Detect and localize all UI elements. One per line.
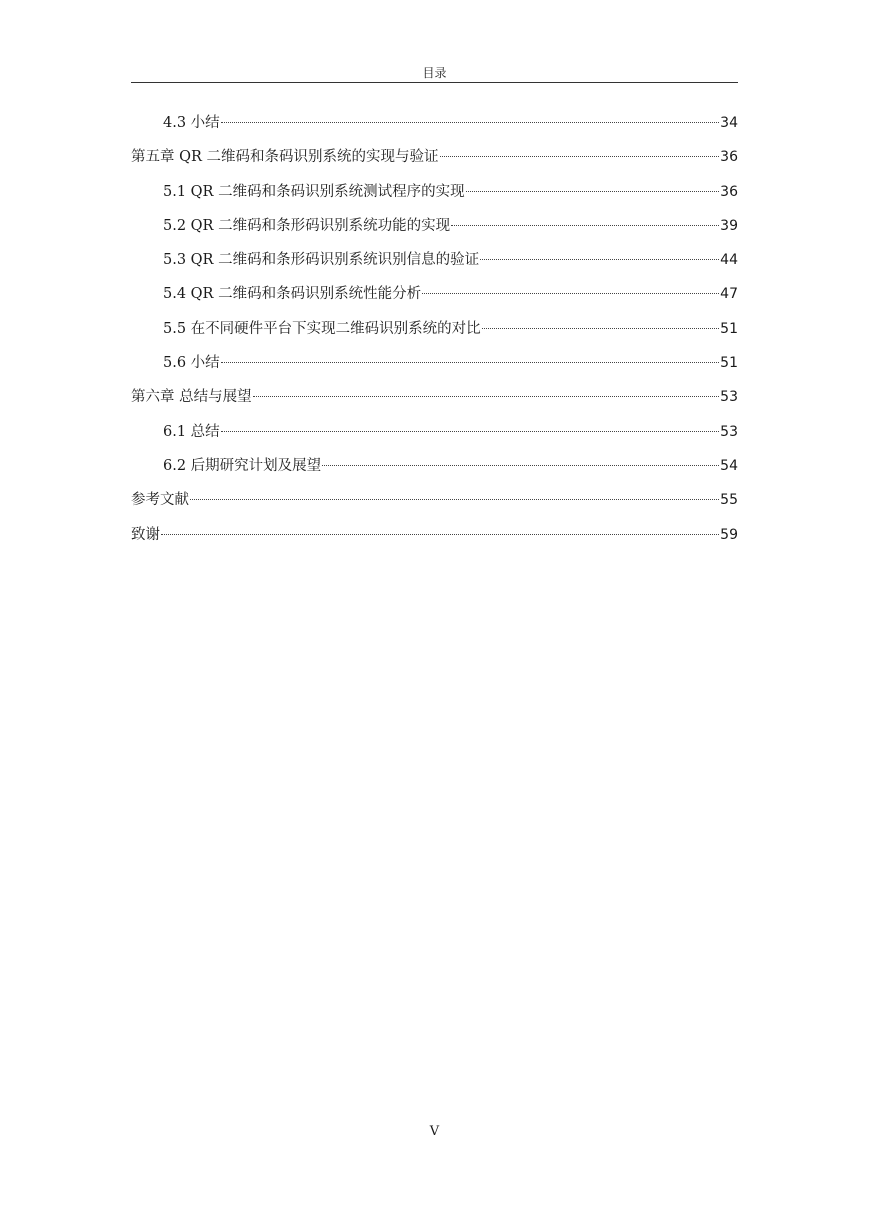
toc-entry-title: 参考文献 — [131, 492, 189, 509]
toc-entry-title: 6.1 总结 — [163, 423, 220, 440]
toc-entry[interactable] — [131, 455, 738, 489]
toc-dot-leader — [322, 465, 719, 466]
toc-entry[interactable] — [131, 318, 738, 352]
toc-entry-title: 5.4 QR 二维码和条码识别系统性能分析 — [163, 286, 422, 303]
toc-entry[interactable] — [131, 146, 738, 180]
toc-entry-page: 36 — [720, 183, 738, 200]
toc-dot-leader — [440, 156, 720, 157]
toc-entry[interactable] — [131, 386, 738, 420]
toc-entry[interactable] — [131, 489, 738, 523]
toc-entry-title: 6.2 后期研究计划及展望 — [163, 457, 322, 474]
toc-entry-title: 4.3 小结 — [163, 115, 220, 131]
toc-entry-page: 53 — [720, 423, 738, 440]
toc-entry[interactable] — [131, 112, 738, 146]
toc-dot-leader — [480, 259, 719, 260]
table-of-contents — [131, 112, 738, 558]
toc-entry[interactable] — [131, 249, 738, 283]
toc-entry-title: 5.1 QR 二维码和条码识别系统测试程序的实现 — [163, 183, 465, 200]
toc-entry[interactable] — [131, 283, 738, 317]
toc-entry-title: 5.2 QR 二维码和条形码识别系统功能的实现 — [163, 217, 451, 234]
toc-dot-leader — [221, 122, 720, 123]
toc-entry-page: 55 — [720, 492, 738, 509]
toc-entry-page: 51 — [720, 355, 738, 372]
toc-dot-leader — [482, 328, 720, 329]
toc-entry-page: 53 — [720, 389, 738, 406]
toc-dot-leader — [253, 396, 720, 397]
toc-entry[interactable] — [131, 421, 738, 455]
header-title: 目录 — [422, 66, 447, 80]
page-number: V — [429, 1124, 440, 1139]
toc-entry-title: 第五章 QR 二维码和条码识别系统的实现与验证 — [131, 149, 439, 166]
toc-entry-page: 36 — [720, 149, 738, 166]
toc-dot-leader — [161, 534, 719, 535]
toc-entry-title: 第六章 总结与展望 — [131, 389, 252, 406]
toc-entry[interactable] — [131, 215, 738, 249]
toc-entry[interactable] — [131, 352, 738, 386]
toc-entry-page: 51 — [720, 320, 738, 337]
toc-entry-title: 5.6 小结 — [163, 355, 220, 372]
toc-entry-page: 44 — [720, 252, 738, 269]
page-header — [131, 62, 738, 83]
toc-entry-page: 47 — [720, 286, 738, 303]
toc-dot-leader — [221, 431, 720, 432]
toc-entry-page: 39 — [720, 217, 738, 234]
toc-entry[interactable] — [131, 524, 738, 558]
toc-entry[interactable] — [131, 181, 738, 215]
toc-entry-title: 5.3 QR 二维码和条形码识别系统识别信息的验证 — [163, 252, 480, 269]
toc-entry-page: 34 — [720, 115, 738, 131]
toc-entry-page: 54 — [720, 457, 738, 474]
toc-dot-leader — [466, 191, 720, 192]
toc-entry-title: 5.5 在不同硬件平台下实现二维码识别系统的对比 — [163, 320, 481, 337]
toc-dot-leader — [190, 499, 719, 500]
toc-entry-page: 59 — [720, 526, 738, 543]
toc-dot-leader — [221, 362, 720, 363]
toc-dot-leader — [422, 293, 719, 294]
toc-dot-leader — [451, 225, 719, 226]
toc-entry-title: 致谢 — [131, 526, 160, 543]
